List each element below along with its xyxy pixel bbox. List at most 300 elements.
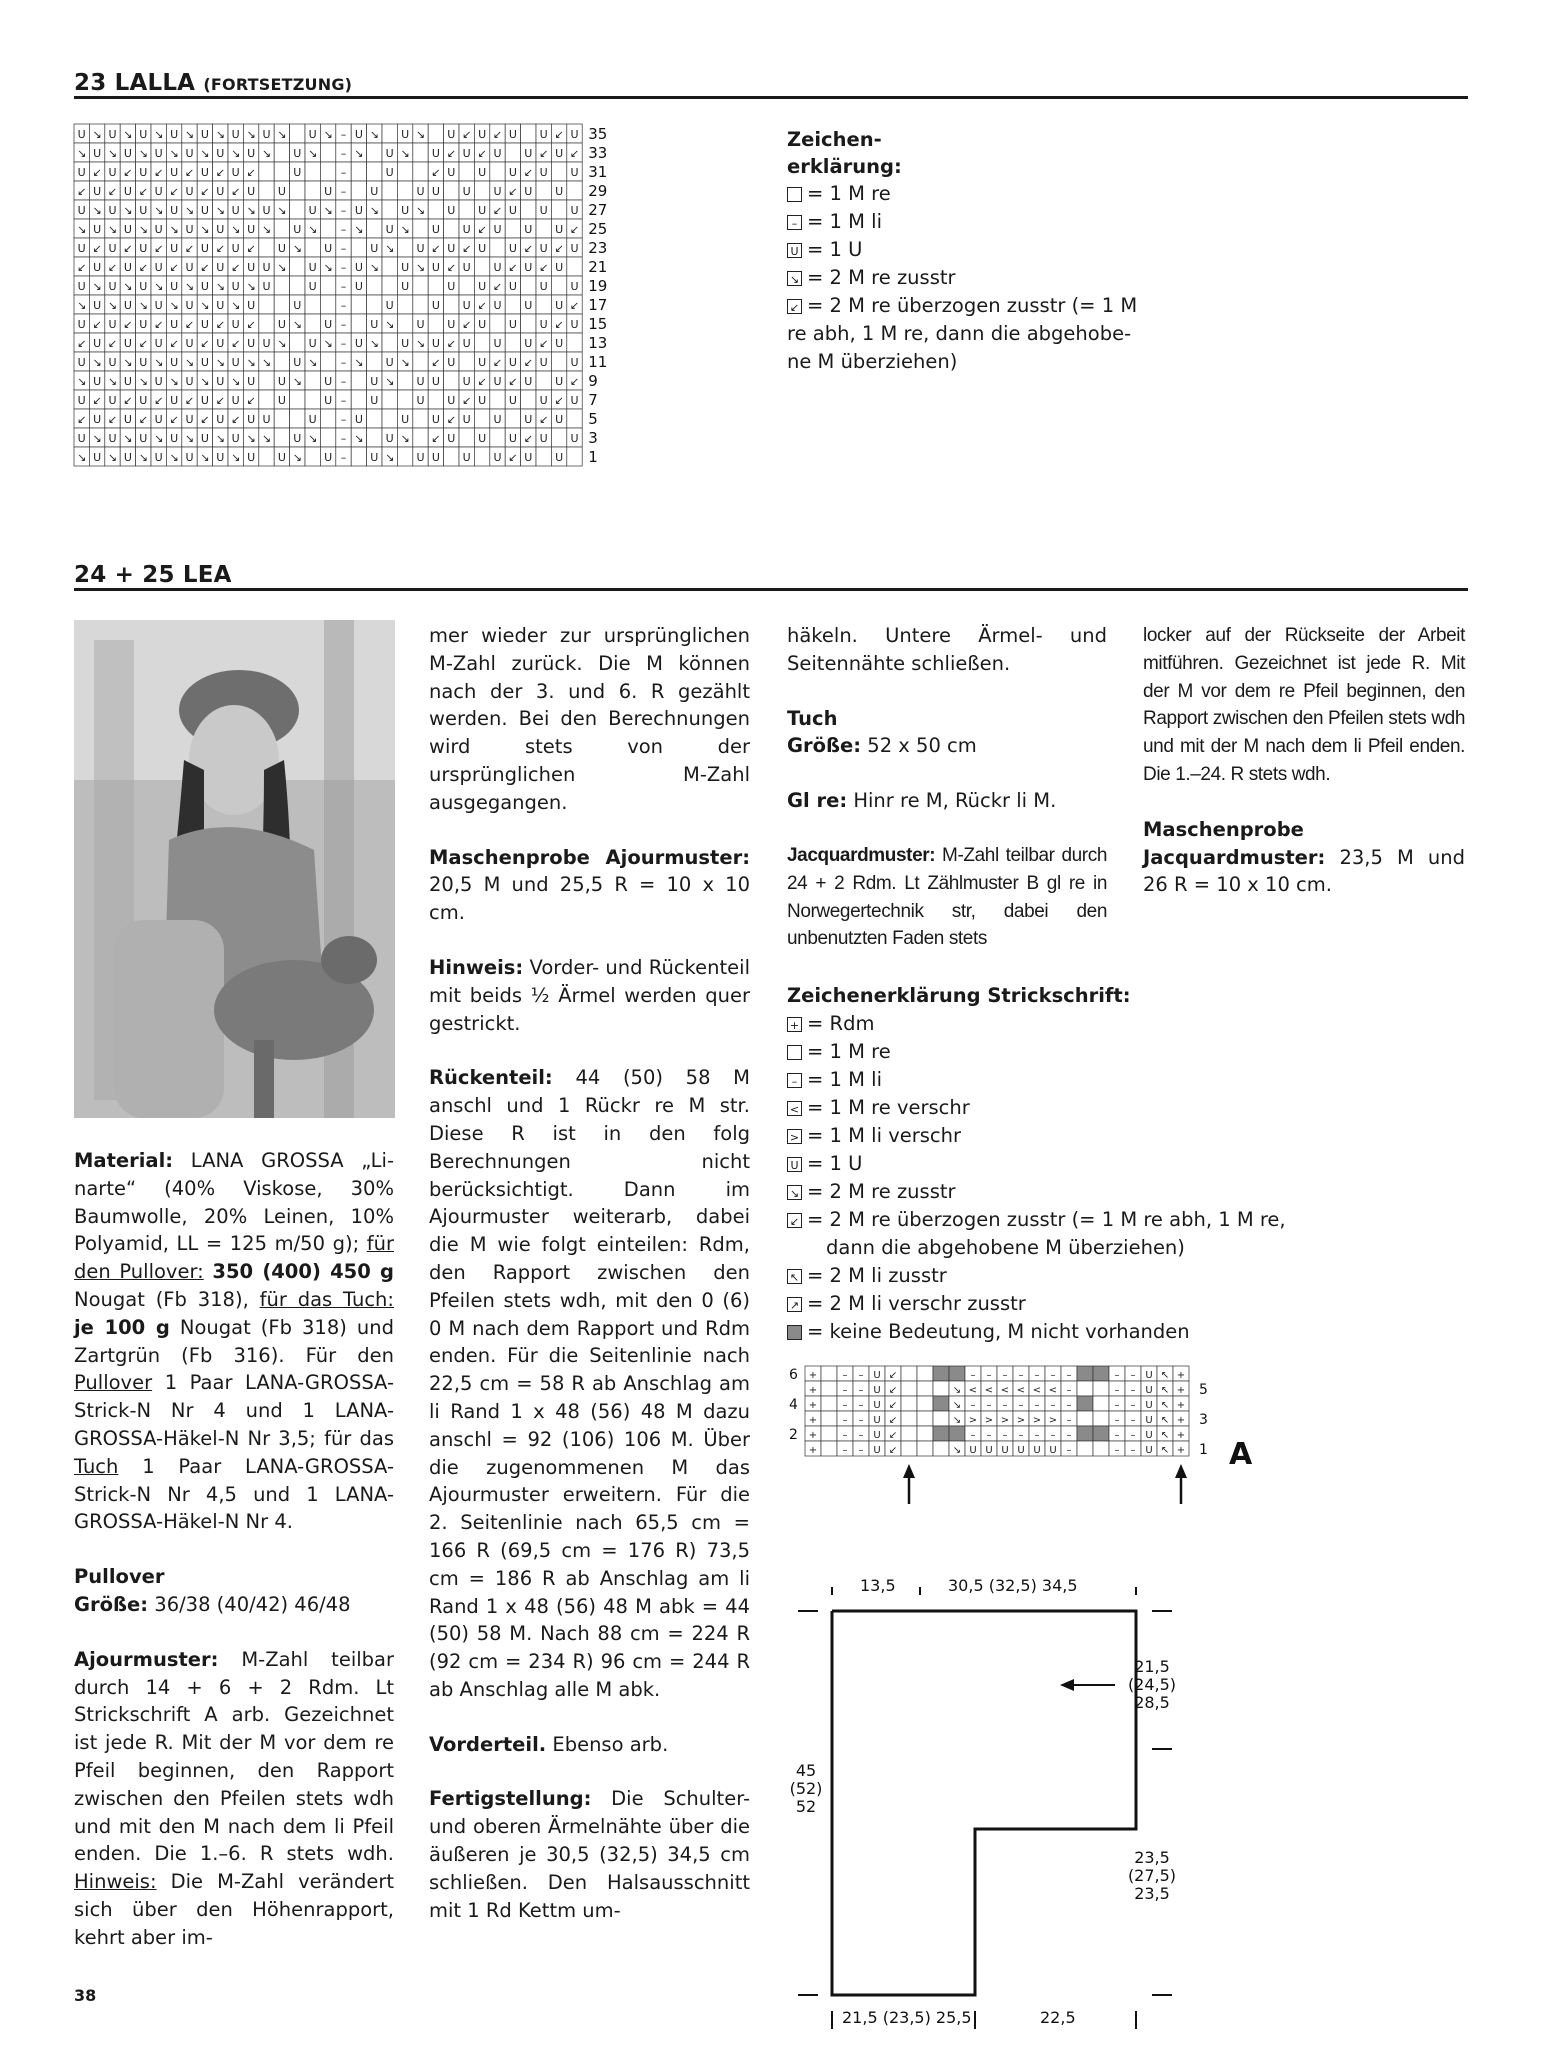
chart-a-cell-symbol: ↖ <box>1160 1445 1170 1456</box>
chart-a-cell <box>1077 1366 1093 1381</box>
chart-cell <box>413 276 428 295</box>
chart-cell-symbol: ↙ <box>92 166 102 179</box>
chart-cell <box>521 124 536 143</box>
chart-a-cell-symbol: – <box>970 1430 976 1441</box>
chart-cell-symbol: U <box>324 375 333 388</box>
probe-text: 23,5 M und 26 R = 10 x 10 cm. <box>1143 845 1465 897</box>
chart-cell-symbol: U <box>216 375 225 388</box>
chart-cell-symbol: U <box>570 394 579 407</box>
chart-a-cell <box>901 1411 917 1426</box>
legend-row <box>787 1010 1467 1038</box>
chart-cell-symbol: U <box>555 413 564 426</box>
chart-cell-symbol: U <box>493 375 502 388</box>
chart-cell-symbol: ↘ <box>292 375 302 388</box>
chart-a-cell <box>1093 1411 1109 1426</box>
legend-symbol-icon <box>787 187 802 202</box>
chart-a-cell-symbol: – <box>858 1430 864 1441</box>
chart-cell-symbol: ↙ <box>184 242 195 255</box>
chart-cell-symbol: U <box>478 432 487 445</box>
chart-a-cell-symbol: – <box>858 1415 864 1426</box>
legend-row <box>787 1122 1467 1150</box>
chart-cell-symbol: U <box>139 166 148 179</box>
chart-cell-symbol: U <box>539 166 548 179</box>
chart-cell <box>320 162 335 181</box>
chart-a-cell-symbol: – <box>1130 1445 1136 1456</box>
chart-cell-symbol: – <box>340 242 347 255</box>
ruecken-text: 44 (50) 58 M anschl und 1 Rückr re M str. Diese R ist in den folg Berechnungen nicht berücksichtigt. Dann im Ajourmuster weiterarb, dabei die M wie folgt einteilen: Rdm, den Rapport zwischen den Pfeilen stets wdh, mit den 0 (6) 0 M nach dem Rapport und Rdm enden. Für die Seitenlinie nach 22,5 cm = 58 R ab Anschlag am li Rand 1 x 48 (56) 48 M dazu anschl = 92 (106) 106 M. Über die zugenommenen M das Ajourmuster erweitern. Für die 2. Seitenlinie nach 65,5 cm = 166 R (69,5 cm = 176 R) 73,5 cm = 186 R ab Anschlag am li Rand 1 x 48 (56) 48 M abk = 44 (50) 58 M. Nach 88 cm = 224 R (92 cm = 234 R) 96 cm = 244 R ab Anschlag alle M abk. <box>429 1066 750 1701</box>
chart-cell-symbol: ↘ <box>169 375 179 388</box>
chart-a-cell-symbol: – <box>986 1370 992 1381</box>
needles-text: Für den <box>305 1343 394 1367</box>
chart-cell-symbol: U <box>123 223 132 236</box>
chart-cell-symbol: U <box>447 432 456 445</box>
chart-a-cell-symbol: – <box>970 1370 976 1381</box>
chart-cell-symbol: U <box>185 185 194 198</box>
chart-cell-symbol: U <box>324 318 333 331</box>
chart-cell-symbol: U <box>262 204 271 217</box>
chart-cell-symbol: ↙ <box>462 394 472 407</box>
pullover-link: für den Pullover: <box>74 1232 394 1284</box>
chart-cell-symbol: U <box>185 451 194 464</box>
chart-cell <box>290 333 305 352</box>
row-number-label: 2 <box>789 1427 798 1443</box>
legend-text: = 2 M li zusstr <box>807 1264 947 1287</box>
chart-cell-symbol: U <box>555 451 564 464</box>
legend-text: = Rdm <box>807 1012 875 1035</box>
chart-cell-symbol: U <box>216 147 225 160</box>
chart-cell-symbol: ↙ <box>554 128 564 141</box>
chart-cell-symbol: U <box>493 299 502 312</box>
chart-cell-symbol: U <box>170 166 179 179</box>
chart-cell <box>521 314 536 333</box>
chart-cell-symbol: U <box>262 337 271 350</box>
chart-cell-symbol: U <box>570 242 579 255</box>
chart-cell-symbol: U <box>539 242 548 255</box>
chart-cell-symbol: ↙ <box>169 337 179 350</box>
chart-a-cell-symbol: – <box>1066 1370 1072 1381</box>
chart-cell-symbol: U <box>354 413 363 426</box>
legend-row <box>787 1234 1467 1262</box>
chart-cell-symbol: ↘ <box>246 356 256 369</box>
chart-cell-symbol: U <box>354 128 363 141</box>
chart-cell-symbol: ↙ <box>200 413 210 426</box>
chart-cell <box>320 295 335 314</box>
chart-cell-symbol: ↘ <box>354 356 364 369</box>
chart-a-cell-symbol: > <box>1048 1415 1058 1426</box>
chart-cell <box>490 162 505 181</box>
chart-a-cell <box>917 1441 933 1456</box>
chart-cell-symbol: ↘ <box>107 451 118 464</box>
chart-cell-symbol: U <box>93 299 102 312</box>
chart-a-cell-symbol: U <box>1001 1445 1009 1456</box>
chart-cell <box>274 352 289 371</box>
chart-cell-symbol: U <box>93 147 102 160</box>
chart-a-cell <box>1077 1441 1093 1456</box>
chart-cell-symbol: U <box>139 128 148 141</box>
chart-a-cell-symbol: U <box>985 1445 993 1456</box>
chart-cell-symbol: ↙ <box>462 242 472 255</box>
schematic-outline <box>832 1611 1136 1995</box>
chart-cell-symbol: U <box>401 204 410 217</box>
chart-a-cell <box>821 1366 837 1381</box>
dim-right-upper: 21,5 <box>1134 1657 1170 1676</box>
chart-cell <box>413 219 428 238</box>
chart-cell-symbol: U <box>231 204 240 217</box>
chart-a-cell-symbol: > <box>1000 1415 1010 1426</box>
chart-cell-symbol: U <box>123 375 132 388</box>
row-number-label: 3 <box>588 429 598 447</box>
chart-cell-symbol: U <box>447 280 456 293</box>
dim-right-lower: (27,5) <box>1127 1866 1177 1885</box>
probe-text: 20,5 M und 25,5 R = 10 x 10 cm. <box>429 873 750 925</box>
chart-a-cell-symbol: U <box>1049 1445 1057 1456</box>
chart-a-cell-symbol: – <box>1114 1415 1120 1426</box>
row-number-label: 33 <box>588 144 608 162</box>
chart-cell-symbol: ↘ <box>169 223 179 236</box>
chart-a-cell-symbol: < <box>984 1385 994 1396</box>
chart-a-cell-symbol: – <box>1002 1430 1008 1441</box>
chart-cell-symbol: U <box>447 356 456 369</box>
chart-cell-symbol: U <box>370 394 379 407</box>
pullover-color: Nougat (Fb 318), <box>74 1287 249 1311</box>
chart-cell <box>259 314 274 333</box>
chart-cell-symbol: U <box>555 261 564 274</box>
chart-cell-symbol: U <box>200 356 209 369</box>
chart-cell-symbol: ↙ <box>523 356 533 369</box>
chart-cell-symbol: ↙ <box>539 147 549 160</box>
chart-a-cell-symbol: U <box>1145 1445 1153 1456</box>
chart-cell-symbol: U <box>478 280 487 293</box>
chart-cell <box>551 352 566 371</box>
chart-cell-symbol: ↘ <box>184 356 195 369</box>
chart-cell-symbol: U <box>154 261 163 274</box>
chart-cell-symbol: U <box>93 413 102 426</box>
chart-cell <box>490 390 505 409</box>
chart-cell <box>320 219 335 238</box>
chart-cell-symbol: ↘ <box>77 147 87 160</box>
chart-cell <box>474 181 489 200</box>
chart-cell-symbol: – <box>340 413 347 426</box>
chart-cell-symbol: U <box>431 147 440 160</box>
chart-cell-symbol: ↙ <box>169 261 179 274</box>
chart-cell-symbol: U <box>154 185 163 198</box>
chart-cell-symbol: ↙ <box>231 337 241 350</box>
chart-cell-symbol: ↘ <box>138 375 148 388</box>
size-label: Größe: <box>787 734 862 758</box>
chart-cell-symbol: U <box>216 299 225 312</box>
legend-text: = 1 M li <box>807 210 883 233</box>
chart-cell-symbol: U <box>324 242 333 255</box>
chart-a-cell-symbol: + <box>808 1430 818 1441</box>
chart-cell-symbol: U <box>123 413 132 426</box>
chart-a-cell <box>821 1441 837 1456</box>
size-value: 36/38 (40/42) 46/48 <box>154 1592 351 1616</box>
chart-a-cell-symbol: ↖ <box>1160 1370 1170 1381</box>
chart-cell-symbol: ↘ <box>400 432 410 445</box>
chart-cell-symbol: U <box>370 451 379 464</box>
chart-cell-symbol: ↘ <box>277 128 287 141</box>
chart-cell-symbol: U <box>231 318 240 331</box>
chart-cell-symbol: ↘ <box>246 128 256 141</box>
chart-a-cell-symbol: + <box>1176 1370 1186 1381</box>
chart-cell <box>551 200 566 219</box>
chart-cell-symbol: U <box>308 337 317 350</box>
chart-cell-symbol: ↘ <box>400 356 410 369</box>
chart-cell <box>259 390 274 409</box>
chart-cell-symbol: U <box>108 280 117 293</box>
chart-cell-symbol: U <box>293 299 302 312</box>
chart-cell-symbol: ↙ <box>508 451 518 464</box>
section-title-lea: 24 + 25 LEA <box>74 562 232 588</box>
chart-cell-symbol: ↘ <box>123 204 133 217</box>
chart-cell-symbol: U <box>555 337 564 350</box>
chart-cell-symbol: ↙ <box>508 261 518 274</box>
legend-row <box>787 1318 1467 1346</box>
chart-cell <box>551 428 566 447</box>
chart-cell <box>320 352 335 371</box>
chart-a-cell-symbol: – <box>986 1430 992 1441</box>
chart-cell <box>428 200 443 219</box>
legend-row <box>787 208 1177 236</box>
chart-cell-symbol: ↙ <box>431 242 441 255</box>
chart-cell <box>320 428 335 447</box>
chart-a-cell-symbol: ↙ <box>888 1415 898 1426</box>
chart-cell <box>413 428 428 447</box>
chart-cell-symbol: ↘ <box>385 242 395 255</box>
chart-cell-symbol: U <box>570 166 579 179</box>
row-number-label: 13 <box>588 334 608 352</box>
chart-cell-symbol: ↙ <box>184 318 195 331</box>
chart-cell-symbol: U <box>247 223 256 236</box>
chart-cell-symbol: U <box>200 204 209 217</box>
chart-a-cell-symbol: – <box>1018 1400 1024 1411</box>
chart-cell-symbol: U <box>508 394 517 407</box>
row-number-label: 7 <box>588 391 598 409</box>
chart-cell <box>305 295 320 314</box>
text-column-3 <box>787 622 1107 980</box>
chart-cell-symbol: ↙ <box>539 337 549 350</box>
chart-cell-symbol: ↘ <box>123 128 133 141</box>
chart-cell <box>305 162 320 181</box>
chart-cell-symbol: – <box>340 432 347 445</box>
chart-cell-symbol: U <box>108 356 117 369</box>
chart-cell-symbol: U <box>539 204 548 217</box>
chart-cell-symbol: ↙ <box>246 394 256 407</box>
dim-left: 45 <box>795 1761 817 1780</box>
chart-cell <box>536 219 551 238</box>
chart-cell-symbol: U <box>108 242 117 255</box>
chart-cell-symbol: ↙ <box>508 375 518 388</box>
chart-a-cell <box>821 1396 837 1411</box>
chart-cell-symbol: – <box>340 280 347 293</box>
chart-cell <box>413 409 428 428</box>
chart-cell-symbol: ↙ <box>200 337 210 350</box>
chart-cell-symbol: U <box>508 280 517 293</box>
chart-cell <box>459 162 474 181</box>
chart-cell <box>444 181 459 200</box>
chart-a-cell-symbol: – <box>1050 1370 1056 1381</box>
chart-cell-symbol: U <box>185 413 194 426</box>
fertig-label: Fertigstellung: <box>429 1787 592 1811</box>
dim-bottom-left: 21,5 (23,5) 25,5 <box>842 2008 972 2027</box>
chart-cell <box>259 447 274 466</box>
chart-cell-symbol: U <box>139 394 148 407</box>
chart-cell-symbol: U <box>77 394 86 407</box>
chart-cell-symbol: U <box>277 375 286 388</box>
chart-cell-symbol: ↙ <box>492 204 503 217</box>
chart-cell-symbol: U <box>570 204 579 217</box>
chart-cell <box>351 447 366 466</box>
chart-cell-symbol: U <box>231 356 240 369</box>
chart-cell-symbol: ↘ <box>323 337 333 350</box>
chart-a-cell-symbol: < <box>968 1385 978 1396</box>
chart-cell-symbol: ↘ <box>308 223 318 236</box>
chart-cell-symbol: ↙ <box>123 166 133 179</box>
chart-cell-symbol: ↙ <box>231 413 241 426</box>
chart-cell <box>397 371 412 390</box>
chart-cell-symbol: ↘ <box>184 128 195 141</box>
chart-cell-symbol: ↙ <box>138 413 148 426</box>
chart-cell <box>305 314 320 333</box>
chart-cell-symbol: U <box>231 280 240 293</box>
chart-cell <box>382 409 397 428</box>
chart-cell-symbol: U <box>216 451 225 464</box>
chart-cell-symbol: ↘ <box>107 299 118 312</box>
row-number-label: 3 <box>1199 1412 1208 1428</box>
chart-cell-symbol: U <box>570 128 579 141</box>
chart-a-cell-symbol: – <box>970 1400 976 1411</box>
chart-cell-symbol: ↘ <box>107 147 118 160</box>
chart-cell-symbol: ↘ <box>261 356 272 369</box>
chart-cell-symbol: ↘ <box>169 299 179 312</box>
chart-cell-symbol: U <box>401 128 410 141</box>
chart-cell-symbol: U <box>139 356 148 369</box>
chart-cell-symbol: – <box>340 375 347 388</box>
legend-continuation: re abh, 1 M re, dann die abgehobe- <box>787 322 1132 345</box>
chart-cell-symbol: U <box>308 128 317 141</box>
chart-cell-symbol: U <box>247 185 256 198</box>
chart-cell-symbol: U <box>462 223 471 236</box>
chart-a-cell <box>821 1381 837 1396</box>
chart-cell-symbol: U <box>493 413 502 426</box>
legend-text: = 2 M re zusstr <box>807 1180 956 1203</box>
chart-a-cell-symbol: + <box>808 1370 818 1381</box>
chart-a-cell-symbol: – <box>1066 1415 1072 1426</box>
row-number-label: 4 <box>789 1397 798 1413</box>
ajour-label: Ajourmuster: <box>74 1647 219 1671</box>
tuch-link: für das Tuch: <box>259 1287 394 1311</box>
chart-cell-symbol: U <box>185 261 194 274</box>
chart-cell-symbol: U <box>93 185 102 198</box>
chart-a-cell-symbol: U <box>873 1415 881 1426</box>
chart-cell-symbol: ↙ <box>492 128 503 141</box>
chart-a-cell <box>949 1426 965 1441</box>
chart-a-cell-symbol: – <box>858 1445 864 1456</box>
chart-a-cell-symbol: + <box>1176 1385 1186 1396</box>
chart-a-cell-symbol: ↘ <box>952 1445 962 1456</box>
chart-cell-symbol: U <box>462 261 471 274</box>
chart-cell-symbol: U <box>555 299 564 312</box>
chart-cell-symbol: ↘ <box>154 128 164 141</box>
chart-cell-symbol: U <box>508 128 517 141</box>
chart-cell <box>274 162 289 181</box>
chart-cell <box>428 124 443 143</box>
chart-cell <box>505 219 520 238</box>
chart-cell-symbol: U <box>539 128 548 141</box>
chart-cell <box>351 238 366 257</box>
chart-cell-symbol: U <box>185 375 194 388</box>
chart-cell-symbol: U <box>401 261 410 274</box>
chart-cell-symbol: U <box>354 280 363 293</box>
chart-cell-symbol: U <box>401 413 410 426</box>
chart-cell-symbol: ↘ <box>169 147 179 160</box>
chart-cell-symbol: ↘ <box>277 204 287 217</box>
chart-cell-symbol: ↘ <box>92 432 102 445</box>
chart-cell <box>367 409 382 428</box>
chart-cell-symbol: U <box>170 280 179 293</box>
chart-a-cell-symbol: ↙ <box>888 1385 898 1396</box>
model-photo <box>74 620 395 1118</box>
chart-cell-symbol: U <box>478 166 487 179</box>
chart-cell-symbol: U <box>77 204 86 217</box>
chart-a-cell-symbol: – <box>1130 1430 1136 1441</box>
chart-cell-symbol: ↙ <box>477 375 487 388</box>
chart-a-cell-symbol: – <box>1050 1430 1056 1441</box>
chart-cell-symbol: ↙ <box>169 413 179 426</box>
chart-cell-symbol: U <box>154 223 163 236</box>
chart-cell-symbol: U <box>462 299 471 312</box>
chart-cell-symbol: ↘ <box>200 451 210 464</box>
chart-cell-symbol: ↙ <box>523 166 533 179</box>
tuch-heading: Tuch <box>787 706 838 730</box>
chart-a-cell <box>917 1366 933 1381</box>
chart-cell-symbol: U <box>478 204 487 217</box>
chart-a-cell-symbol: – <box>1050 1400 1056 1411</box>
chart-a-cell <box>1077 1381 1093 1396</box>
chart-a-cell-symbol: ↖ <box>1160 1430 1170 1441</box>
chart-cell <box>351 371 366 390</box>
chart-cell-symbol: ↙ <box>200 261 210 274</box>
chart-cell-symbol: U <box>262 280 271 293</box>
chart-cell-symbol: U <box>139 280 148 293</box>
chart-cell-symbol: ↘ <box>215 356 225 369</box>
chart-a-cell-symbol: + <box>808 1415 818 1426</box>
chart-a-cell-symbol: < <box>1032 1385 1042 1396</box>
chart-cell-symbol: ↘ <box>200 375 210 388</box>
chart-cell-symbol: U <box>154 375 163 388</box>
chart-a-cell-symbol: + <box>808 1385 818 1396</box>
chart-a-cell-symbol: ↙ <box>888 1445 898 1456</box>
chart-a-cell-symbol: – <box>842 1430 848 1441</box>
chart-a-cell-symbol: – <box>1114 1445 1120 1456</box>
chart-a-cell <box>933 1396 949 1411</box>
chart-cell <box>397 295 412 314</box>
dim-right-upper: (24,5) <box>1127 1675 1177 1694</box>
chart-cell-symbol: U <box>462 185 471 198</box>
chart-cell-symbol: U <box>231 242 240 255</box>
chart-cell <box>490 314 505 333</box>
chart-cell-symbol: ↘ <box>231 451 241 464</box>
chart-cell <box>290 181 305 200</box>
chart-cell-symbol: – <box>340 337 347 350</box>
chart-cell <box>320 409 335 428</box>
chart-cell-symbol: ↙ <box>123 242 133 255</box>
chart-a-cell-symbol: – <box>1114 1370 1120 1381</box>
row-number-label: 27 <box>588 201 608 219</box>
paragraph: mer wieder zur ursprünglichen M-Zahl zurück. Die M können nach der 3. und 6. R gezählt werden. Bei den Berechnungen wird stets von der ursprünglichen M-Zahl ausgegangen. <box>429 624 750 814</box>
chart-cell <box>382 257 397 276</box>
chart-cell-symbol: U <box>123 337 132 350</box>
